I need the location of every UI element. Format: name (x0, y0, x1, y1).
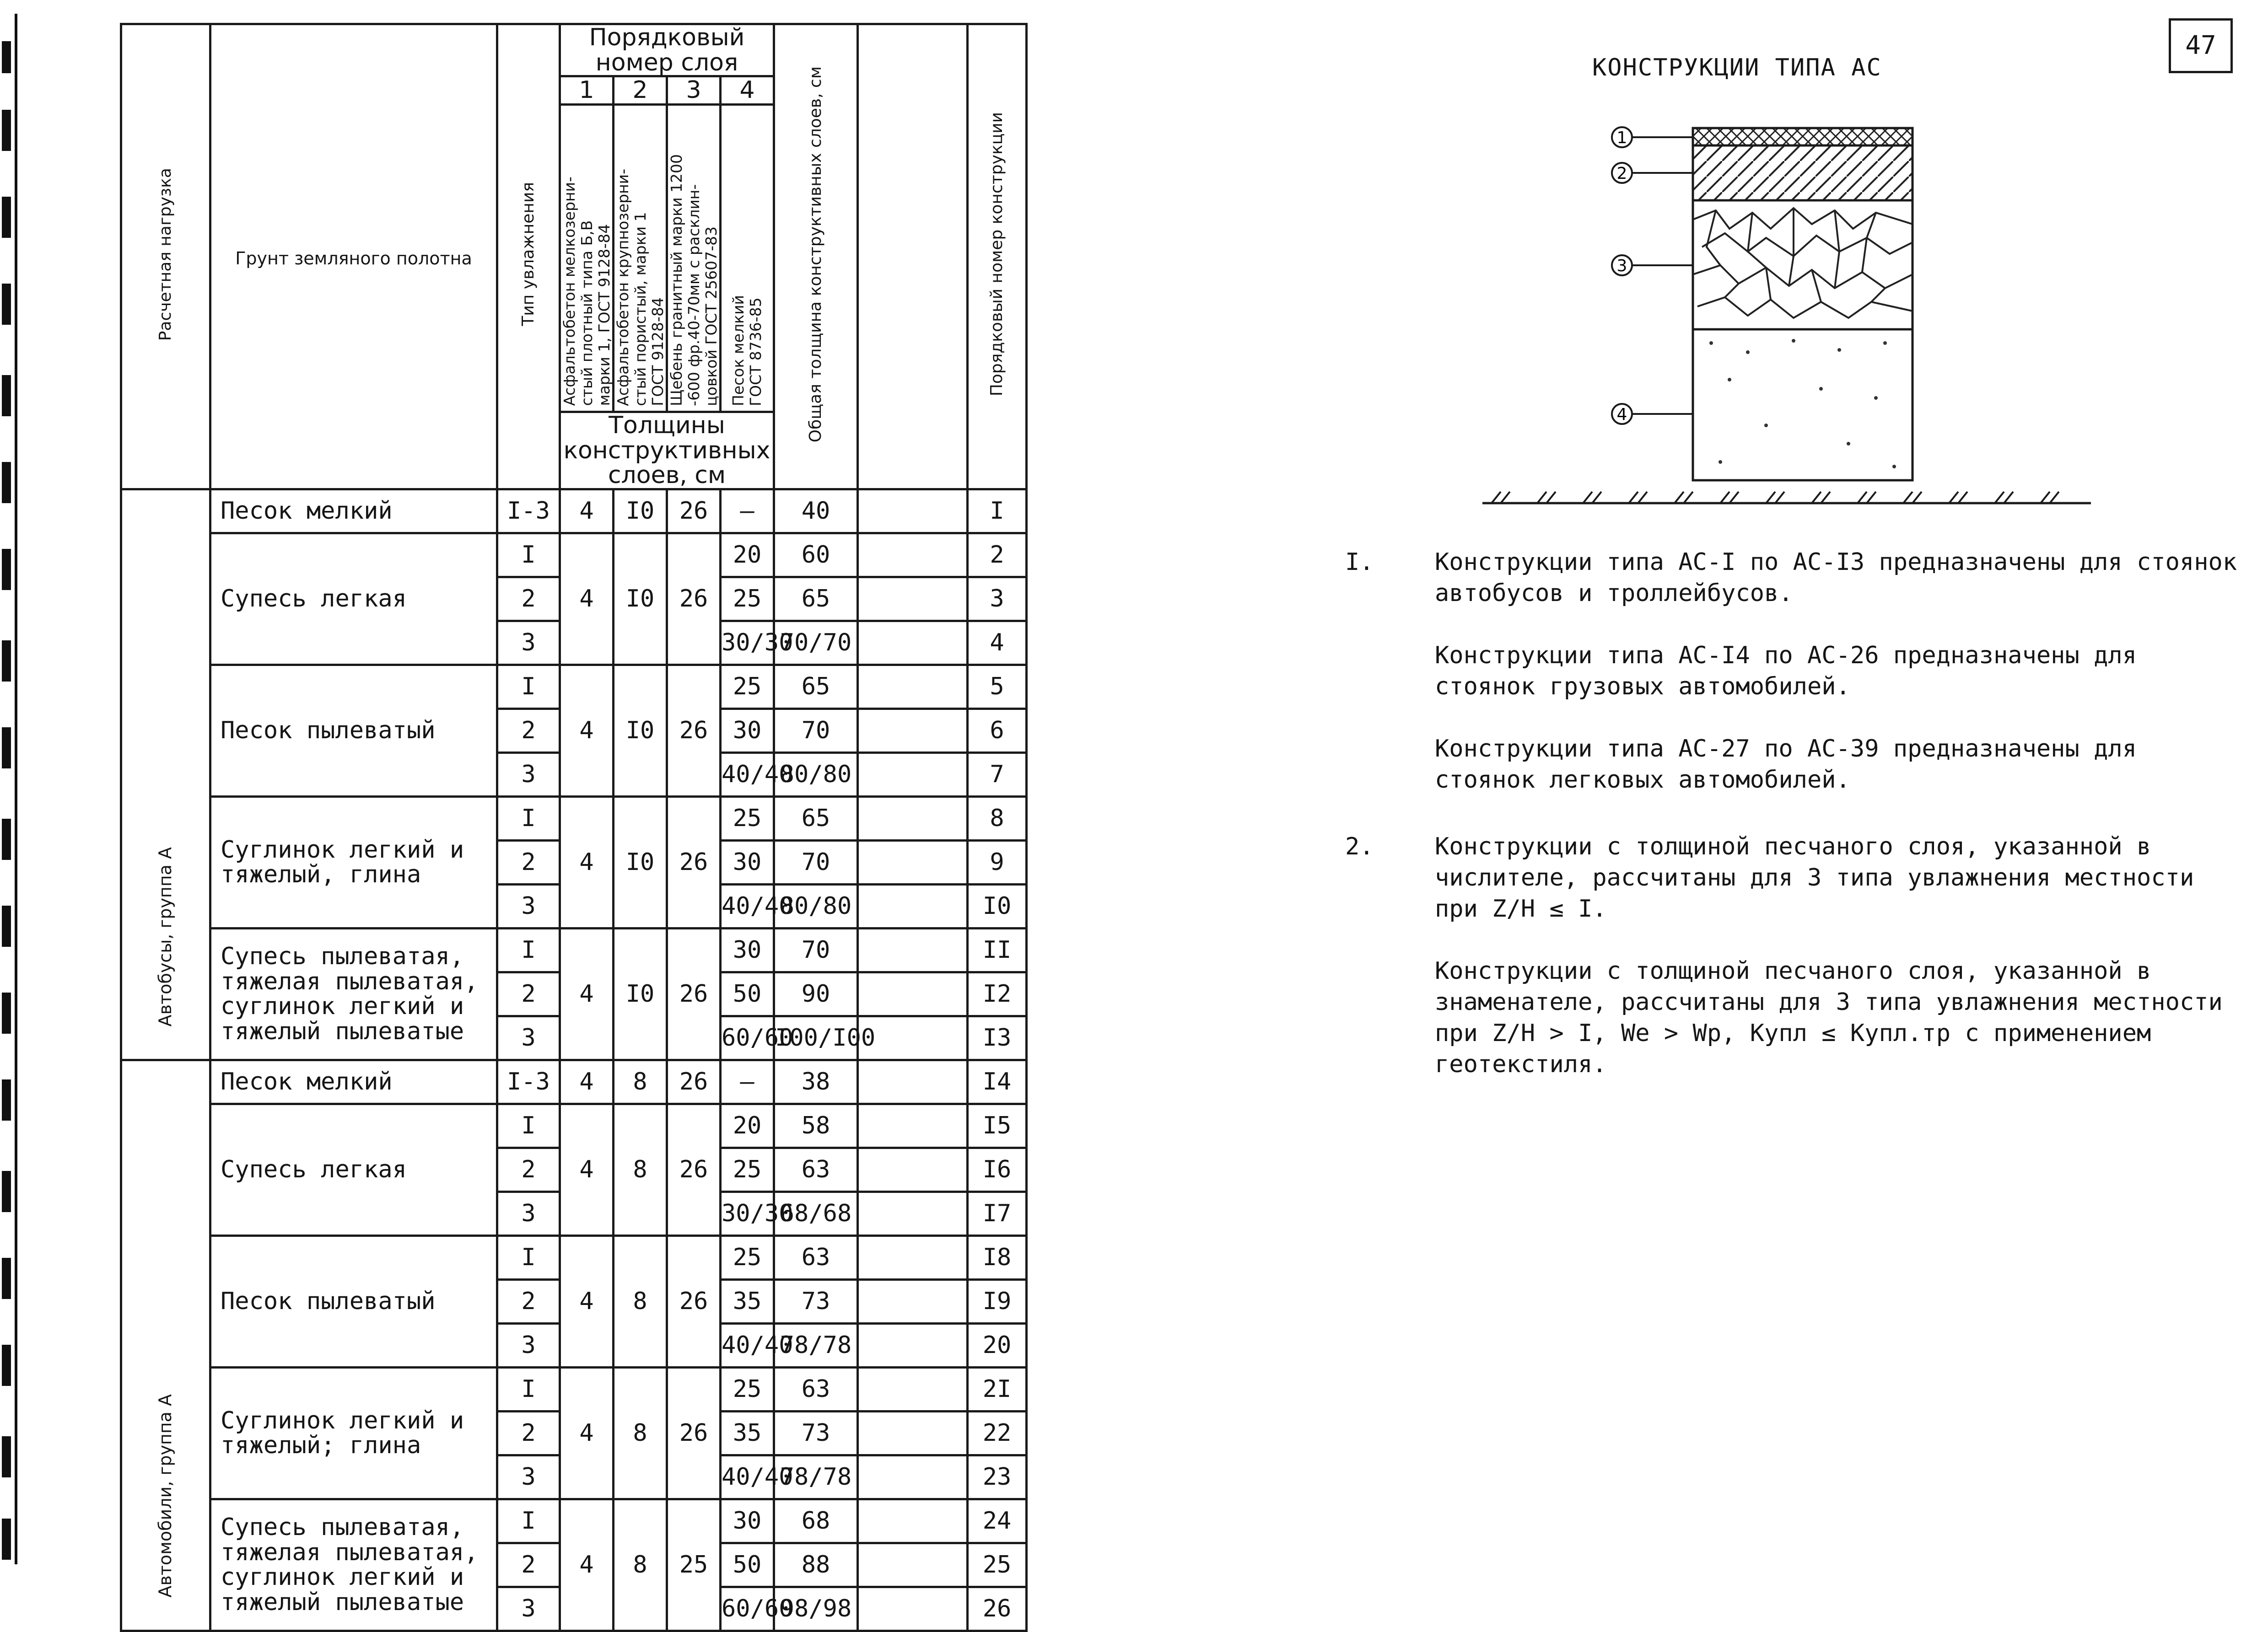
soil-name: Суглинок легкий и тяжелый; глина (210, 1367, 497, 1499)
construction-number: 20 (968, 1323, 1027, 1367)
blank-cell (858, 665, 968, 709)
soil-name: Песок пылеватый (210, 665, 497, 796)
moisture-type: 3 (497, 1192, 560, 1235)
total-thickness: 80/80 (774, 884, 858, 928)
layer-4-thickness: 25 (721, 577, 774, 621)
construction-number: I6 (968, 1148, 1027, 1192)
layer-4-thickness: 25 (721, 1367, 774, 1411)
construction-number: 23 (968, 1455, 1027, 1499)
total-thickness: 65 (774, 577, 858, 621)
layer-4-thickness: 20 (721, 1104, 774, 1148)
table-row (121, 1235, 1141, 1279)
blank-cell (858, 1148, 968, 1192)
callout-label-4: 4 (1616, 405, 1627, 424)
layer-4-thickness: 40/40 (721, 752, 774, 796)
moisture-type: I (497, 796, 560, 840)
group-label-text: Автомобили, группа А (155, 1394, 176, 1598)
layer-desc-4: Песок мелкий ГОСТ 8736-85 (721, 105, 774, 412)
callout-1 (1612, 127, 1693, 147)
header-number: Порядковый номер конструкции (968, 24, 1027, 489)
blank-cell (858, 577, 968, 621)
moisture-type: I (497, 1367, 560, 1411)
layer-4-thickness: 30/30 (721, 1192, 774, 1235)
construction-number: 4 (968, 621, 1027, 665)
blank-cell (858, 1104, 968, 1148)
moisture-type: 3 (497, 1323, 560, 1367)
total-thickness: 68/68 (774, 1192, 858, 1235)
construction-number: 9 (968, 840, 1027, 884)
binder-mark (2, 284, 11, 325)
note-paragraph: Конструкции с толщиной песчаного слоя, указанной в числителе, рассчитаны для 3 типа увлажнения местности при Z/H ≤ I. (1435, 833, 2194, 923)
layer-1-thickness: 4 (560, 533, 614, 665)
header-moisture: Тип увлажнения (497, 24, 560, 489)
soil-name: Суглинок легкий и тяжелый, глина (210, 796, 497, 928)
layer-1-thickness: 4 (560, 665, 614, 796)
total-thickness: I00/I00 (774, 1016, 858, 1060)
binder-mark (2, 993, 11, 1034)
layer-4-thickness: 40/40 (721, 884, 774, 928)
layer-desc-2: Асфальтобетон крупнозерни- стый пористый, марки 1 ГОСТ 9128-84 (614, 105, 667, 412)
layer-2-thickness: 8 (614, 1060, 667, 1104)
moisture-type: I-3 (497, 1060, 560, 1104)
construction-number: 6 (968, 709, 1027, 752)
layer-number-1: 1 (560, 76, 614, 105)
header-soil: Грунт земляного полотна (210, 24, 497, 489)
layer-desc-1: Асфальтобетон мелкозерни- стый плотный типа Б,В марки 1, ГОСТ 9128-84 (560, 105, 614, 412)
header-thickness: Толщины конструктивных слоев, см (560, 412, 774, 489)
moisture-type: 3 (497, 752, 560, 796)
construction-number: I3 (968, 1016, 1027, 1060)
layer-4-thickness: – (721, 1060, 774, 1104)
soil-name: Супесь пылеватая, тяжелая пылеватая, суглинок легкий и тяжелый пылеватые (210, 1499, 497, 1631)
total-thickness: 88 (774, 1543, 858, 1587)
layer-3-thickness: 26 (667, 1104, 721, 1235)
layer-1-thickness: 4 (560, 796, 614, 928)
total-thickness: 40 (774, 489, 858, 533)
moisture-type: 2 (497, 840, 560, 884)
binder-mark (2, 1258, 11, 1299)
layer-3-thickness: 26 (667, 489, 721, 533)
layer-1-thickness: 4 (560, 1499, 614, 1631)
table-row (121, 665, 1141, 709)
soil-name: Песок пылеватый (210, 1235, 497, 1367)
soil-name: Супесь пылеватая, тяжелая пылеватая, суглинок легкий и тяжелый пылеватые (210, 928, 497, 1060)
layer-3-thickness: 26 (667, 1367, 721, 1499)
layer-1-thickness: 4 (560, 928, 614, 1060)
note (1345, 547, 2251, 795)
header-layer-number: Порядковый номер слоя (560, 24, 774, 76)
note-paragraph: Конструкции типа АС-I по АС-I3 предназначены для стоянок автобусов и троллейбусов. (1435, 548, 2237, 607)
ground-hatch (1492, 492, 2059, 503)
table-row (121, 1499, 1141, 1543)
layer-2-thickness: I0 (614, 489, 667, 533)
total-thickness: 60 (774, 533, 858, 577)
blank-cell (858, 1587, 968, 1631)
blank-cell (858, 1455, 968, 1499)
layer-4-thickness: 40/40 (721, 1455, 774, 1499)
moisture-type: 3 (497, 1455, 560, 1499)
moisture-type: 3 (497, 884, 560, 928)
layer-2-thickness: I0 (614, 533, 667, 665)
total-thickness: 78/78 (774, 1455, 858, 1499)
layer-4-thickness: 35 (721, 1411, 774, 1455)
moisture-type: I-3 (497, 489, 560, 533)
moisture-type: 2 (497, 1279, 560, 1323)
table-row (121, 489, 1141, 533)
callout-3 (1612, 255, 1693, 275)
construction-number: I4 (968, 1060, 1027, 1104)
binder-mark (2, 375, 11, 416)
moisture-type: I (497, 1104, 560, 1148)
binder-mark (2, 727, 11, 768)
blank-cell (858, 1323, 968, 1367)
blank-cell (858, 1411, 968, 1455)
binder-mark (2, 110, 11, 151)
table-gutter (1027, 24, 1141, 1412)
group-label-text: Автобусы, группа А (155, 847, 176, 1027)
blank-cell (858, 928, 968, 972)
layer-3-thickness: 26 (667, 1060, 721, 1104)
moisture-type: I (497, 928, 560, 972)
table-row (121, 1060, 1141, 1104)
table-row (121, 1104, 1141, 1148)
blank-cell (858, 1279, 968, 1323)
layer-4-thickness: 35 (721, 1279, 774, 1323)
binder-mark (2, 1436, 11, 1477)
moisture-type: I (497, 1499, 560, 1543)
header-blank (858, 24, 968, 489)
layer-4-thickness: 50 (721, 1543, 774, 1587)
blank-cell (858, 1499, 968, 1543)
diagram-layer-1 (1693, 128, 1912, 145)
construction-title: КОНСТРУКЦИИ ТИПА АС (1592, 54, 1882, 81)
moisture-type: 2 (497, 1148, 560, 1192)
layer-1-thickness: 4 (560, 1367, 614, 1499)
construction-number: I (968, 489, 1027, 533)
layer-4-thickness: 50 (721, 972, 774, 1016)
callout-label-1: 1 (1616, 129, 1627, 147)
soil-name: Песок мелкий (210, 1060, 497, 1104)
layer-4-thickness: 25 (721, 1235, 774, 1279)
blank-cell (858, 1192, 968, 1235)
layer-4-thickness: 20 (721, 533, 774, 577)
binder-mark (2, 640, 11, 682)
blank-cell (858, 840, 968, 884)
moisture-type: 2 (497, 709, 560, 752)
layer-2-thickness: 8 (614, 1499, 667, 1631)
total-thickness: 73 (774, 1411, 858, 1455)
layer-4-thickness: 30 (721, 928, 774, 972)
layer-3-thickness: 26 (667, 928, 721, 1060)
layer-3-thickness: 26 (667, 665, 721, 796)
layer-number-4: 4 (721, 76, 774, 105)
note-paragraph: Конструкции с толщиной песчаного слоя, указанной в знаменателе, рассчитаны для 3 типа увлажнения местности при Z/H > I, We > Wр, Купл ≤ Купл.тр с применением геотекстиля. (1435, 957, 2223, 1078)
binder-mark (2, 197, 11, 238)
blank-cell (858, 796, 968, 840)
notes (1345, 547, 2251, 1116)
total-thickness: 63 (774, 1235, 858, 1279)
page-edge-line (15, 14, 17, 1564)
note-paragraph: Конструкции типа АС-I4 по АС-26 предназначены для стоянок грузовых автомобилей. (1435, 642, 2137, 700)
layer-3-thickness: 26 (667, 533, 721, 665)
total-thickness: 65 (774, 665, 858, 709)
layer-4-thickness: 30 (721, 709, 774, 752)
construction-number: I8 (968, 1235, 1027, 1279)
construction-number: 7 (968, 752, 1027, 796)
binder-mark (2, 1345, 11, 1386)
group-label (121, 1060, 210, 1631)
note (1345, 831, 2251, 1080)
construction-number: I0 (968, 884, 1027, 928)
layer-4-thickness: 40/40 (721, 1323, 774, 1367)
layer-1-thickness: 4 (560, 489, 614, 533)
soil-name: Песок мелкий (210, 489, 497, 533)
layer-number-2: 2 (614, 76, 667, 105)
construction-number: 2I (968, 1367, 1027, 1411)
construction-number: I5 (968, 1104, 1027, 1148)
construction-number: 2 (968, 533, 1027, 577)
construction-number: II (968, 928, 1027, 972)
total-thickness: 70 (774, 928, 858, 972)
header-load: Расчетная нагрузка (121, 24, 210, 489)
blank-cell (858, 621, 968, 665)
binder-mark (2, 462, 11, 503)
total-thickness: 98/98 (774, 1587, 858, 1631)
layer-desc-3: Щебень гранитный марки 1200 -600 фр.40-70мм с расклин- цовкой ГОСТ 25607-83 (667, 105, 721, 412)
construction-number: 24 (968, 1499, 1027, 1543)
moisture-type: 3 (497, 621, 560, 665)
layer-4-thickness: 30 (721, 1499, 774, 1543)
blank-cell (858, 489, 968, 533)
binder-mark (2, 41, 11, 73)
layer-4-thickness: 30 (721, 840, 774, 884)
total-thickness: 78/78 (774, 1323, 858, 1367)
moisture-type: I (497, 533, 560, 577)
total-thickness: 38 (774, 1060, 858, 1104)
layer-3-thickness: 25 (667, 1499, 721, 1631)
construction-number: 25 (968, 1543, 1027, 1587)
construction-number: 3 (968, 577, 1027, 621)
construction-number: 8 (968, 796, 1027, 840)
construction-number: 22 (968, 1411, 1027, 1455)
soil-name: Супесь легкая (210, 533, 497, 665)
total-thickness: 70 (774, 840, 858, 884)
blank-cell (858, 752, 968, 796)
layer-4-thickness: 30/30 (721, 621, 774, 665)
blank-cell (858, 884, 968, 928)
callout-2 (1612, 163, 1693, 183)
callout-label-2: 2 (1616, 164, 1627, 183)
blank-cell (858, 1543, 968, 1587)
total-thickness: 63 (774, 1367, 858, 1411)
callout-label-3: 3 (1616, 257, 1627, 275)
layer-2-thickness: 8 (614, 1235, 667, 1367)
layer-2-thickness: I0 (614, 796, 667, 928)
total-thickness: 63 (774, 1148, 858, 1192)
blank-cell (858, 1060, 968, 1104)
binder-mark (2, 549, 11, 590)
moisture-type: 2 (497, 577, 560, 621)
construction-table (120, 23, 1141, 1632)
construction-number: I2 (968, 972, 1027, 1016)
layer-number-3: 3 (667, 76, 721, 105)
total-thickness: 65 (774, 796, 858, 840)
blank-cell (858, 1367, 968, 1411)
layer-4-thickness: 60/60 (721, 1587, 774, 1631)
binder-mark (2, 819, 11, 860)
layer-4-thickness: 60/60 (721, 1016, 774, 1060)
table-row (121, 1367, 1141, 1411)
layer-4-thickness: 25 (721, 1148, 774, 1192)
construction-number: I7 (968, 1192, 1027, 1235)
total-thickness: 70 (774, 709, 858, 752)
note-number: 2. (1345, 833, 1374, 860)
total-thickness: 90 (774, 972, 858, 1016)
layer-2-thickness: 8 (614, 1104, 667, 1235)
layer-2-thickness: I0 (614, 665, 667, 796)
table-row (121, 796, 1141, 840)
header-total: Общая толщина конструктивных слоев, см (774, 24, 858, 489)
moisture-type: I (497, 665, 560, 709)
total-thickness: 58 (774, 1104, 858, 1148)
diagram-layer-3 (1693, 200, 1912, 329)
layer-2-thickness: 8 (614, 1367, 667, 1499)
layer-1-thickness: 4 (560, 1235, 614, 1367)
layer-3-thickness: 26 (667, 1235, 721, 1367)
moisture-type: 3 (497, 1016, 560, 1060)
blank-cell (858, 972, 968, 1016)
layer-1-thickness: 4 (560, 1060, 614, 1104)
binder-mark (2, 1079, 11, 1121)
moisture-type: 2 (497, 1411, 560, 1455)
total-thickness: 80/80 (774, 752, 858, 796)
page-number: 47 (2169, 18, 2233, 73)
table-row (121, 533, 1141, 577)
note-number: I. (1345, 548, 1374, 576)
note-paragraph: Конструкции типа АС-27 по АС-39 предназначены для стоянок легковых автомобилей. (1435, 735, 2137, 794)
binder-mark (2, 906, 11, 947)
blank-cell (858, 533, 968, 577)
total-thickness: 73 (774, 1279, 858, 1323)
moisture-type: I (497, 1235, 560, 1279)
diagram-layer-4 (1693, 329, 1912, 480)
construction-number: 5 (968, 665, 1027, 709)
total-thickness: 68 (774, 1499, 858, 1543)
group-label (121, 489, 210, 1060)
moisture-type: 2 (497, 1543, 560, 1587)
binder-mark (2, 1171, 11, 1212)
construction-number: 26 (968, 1587, 1027, 1631)
layer-3-thickness: 26 (667, 796, 721, 928)
blank-cell (858, 1235, 968, 1279)
moisture-type: 2 (497, 972, 560, 1016)
layer-4-thickness: 25 (721, 665, 774, 709)
construction-number: I9 (968, 1279, 1027, 1323)
layer-4-thickness: 25 (721, 796, 774, 840)
diagram-layer-2 (1693, 145, 1912, 200)
layer-diagram (1473, 114, 2114, 526)
layer-1-thickness: 4 (560, 1104, 614, 1235)
binder-mark (2, 1519, 11, 1560)
layer-4-thickness: – (721, 489, 774, 533)
blank-cell (858, 709, 968, 752)
callout-4 (1612, 404, 1693, 424)
layer-2-thickness: I0 (614, 928, 667, 1060)
table-row (121, 928, 1141, 972)
moisture-type: 3 (497, 1587, 560, 1631)
soil-name: Супесь легкая (210, 1104, 497, 1235)
total-thickness: 70/70 (774, 621, 858, 665)
